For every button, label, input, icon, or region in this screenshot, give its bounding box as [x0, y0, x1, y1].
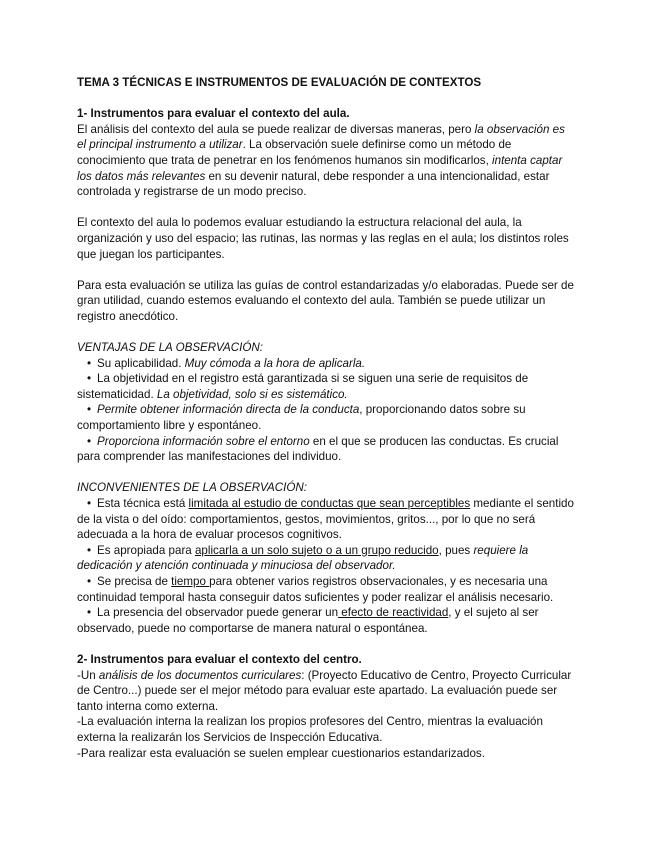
- document-page: [77, 75, 577, 761]
- list-item: [77, 574, 577, 605]
- text-run: mediante el sentido de la vista o del oído: comportamientos, gestos, movimientos, gritos..., por lo que no será adecuada a la hora de evaluar procesos cognitivos.: [77, 497, 574, 542]
- list-item: [77, 356, 577, 372]
- text-run: La presencia del observador puede generar un: [97, 606, 339, 620]
- text-run: Es apropiada para: [97, 543, 195, 557]
- paragraph-line: [77, 746, 577, 762]
- section1-paragraph-1: [77, 122, 577, 200]
- section2-heading: 2- Instrumentos para evaluar el contexto del centro.: [77, 652, 362, 666]
- text-run: intenta captar los datos más relevantes: [77, 153, 563, 183]
- list-item: [77, 543, 577, 574]
- text-run: -Un: [77, 668, 99, 682]
- text-run: La objetividad en el registro está garantizada si se siguen una serie de requisitos de sistematicidad.: [77, 372, 529, 401]
- text-run: Se precisa de: [97, 575, 172, 588]
- paragraph-line: [77, 668, 577, 715]
- text-run: Esta técnica está: [97, 497, 189, 511]
- section1-heading: 1- Instrumentos para evaluar el contexto del aula.: [77, 107, 350, 121]
- bullet-icon: •: [87, 434, 92, 448]
- paragraph-line: [77, 714, 577, 745]
- text-run: , y el sujeto al ser observado, puede no comportarse de manera natural o espontánea.: [77, 606, 539, 635]
- section2-lines: [77, 668, 577, 762]
- bullet-icon: •: [87, 356, 92, 370]
- text-run: aplicarla a un solo sujeto o a un grupo reducido: [194, 543, 439, 557]
- text-run: -La evaluación interna la realizan los propios profesores del Centro, mientras la evaluación externa la realizarán los Servicios de Inspección Educativa.: [77, 715, 543, 744]
- text-run: limitada al estudio de conductas que sean perceptibles: [188, 497, 471, 511]
- text-run: para obtener varios registros observacionales, y es necesaria una continuidad temporal hasta conseguir datos suficientes y poder realizar el análisis necesario.: [77, 575, 554, 604]
- bullet-icon: •: [87, 497, 92, 511]
- text-run: la observación es el principal instrumento a utilizar: [77, 122, 565, 152]
- ventajas-heading: VENTAJAS DE LA OBSERVACIÓN:: [77, 341, 263, 355]
- bullet-icon: •: [87, 372, 92, 386]
- text-run: . La observación suele definirse como un método de conocimiento que trata de penetrar en los fenómenos humanos sin modificarlos,: [77, 138, 512, 167]
- text-run: , proporcionando datos sobre su comportamiento libre y espontáneo.: [77, 403, 526, 433]
- bullet-icon: •: [87, 606, 92, 620]
- list-item: [77, 371, 577, 402]
- text-run: La objetividad, solo si es sistemático.: [156, 387, 348, 401]
- bullet-icon: •: [87, 403, 92, 417]
- text-run: análisis de los documentos curriculares: [98, 668, 302, 682]
- list-item: [77, 496, 577, 543]
- inconvenientes-list: [77, 496, 577, 636]
- list-item: [77, 605, 577, 636]
- ventajas-list: [77, 356, 577, 465]
- section1-paragraph-3: Para esta evaluación se utiliza las guías de control estandarizadas y/o elaboradas. Puede ser de gran utilidad, cuando estemos evaluando el contexto del aula. También se puede utilizar un registro anecdótico.: [77, 278, 574, 323]
- text-run: efecto de reactividad: [338, 606, 449, 620]
- bullet-icon: •: [87, 543, 92, 557]
- text-run: El análisis del contexto del aula se puede realizar de diversas maneras, pero: [77, 122, 475, 136]
- text-run: en el que se producen las conductas. Es crucial para comprender las manifestaciones del individuo.: [77, 434, 559, 464]
- list-item: [77, 434, 577, 465]
- text-run: Proporciona información sobre el entorno: [97, 434, 310, 448]
- bullet-icon: •: [87, 575, 92, 588]
- document-title: TEMA 3 TÉCNICAS E INSTRUMENTOS DE EVALUACIÓN DE CONTEXTOS: [77, 76, 482, 89]
- text-run: tiempo: [171, 575, 210, 588]
- text-run: -Para realizar esta evaluación se suelen emplear cuestionarios estandarizados.: [77, 746, 485, 760]
- text-run: Permite obtener información directa de la conducta: [97, 403, 360, 417]
- list-item: [77, 402, 577, 433]
- text-run: Su aplicabilidad.: [97, 356, 185, 370]
- text-run: : (Proyecto Educativo de Centro, Proyecto Curricular de Centro...) puede ser el mejor método para evaluar este apartado. La evaluación puede ser tanto interna como externa.: [77, 668, 572, 713]
- text-run: requiere la dedicación y atención continuada y minuciosa del observador.: [77, 543, 529, 573]
- text-run: en su devenir natural, debe responder a una intencionalidad, estar controlada y registrarse de un modo preciso.: [77, 169, 550, 199]
- inconvenientes-heading: INCONVENIENTES DE LA OBSERVACIÓN:: [77, 481, 308, 495]
- text-run: , pues: [438, 543, 474, 557]
- section1-paragraph-2: El contexto del aula lo podemos evaluar estudiando la estructura relacional del aula, la organización y uso del espacio; las rutinas, las normas y las reglas en el aula; los distintos roles que juegan los participantes.: [77, 216, 569, 261]
- text-run: Muy cómoda a la hora de aplicarla.: [184, 356, 366, 370]
